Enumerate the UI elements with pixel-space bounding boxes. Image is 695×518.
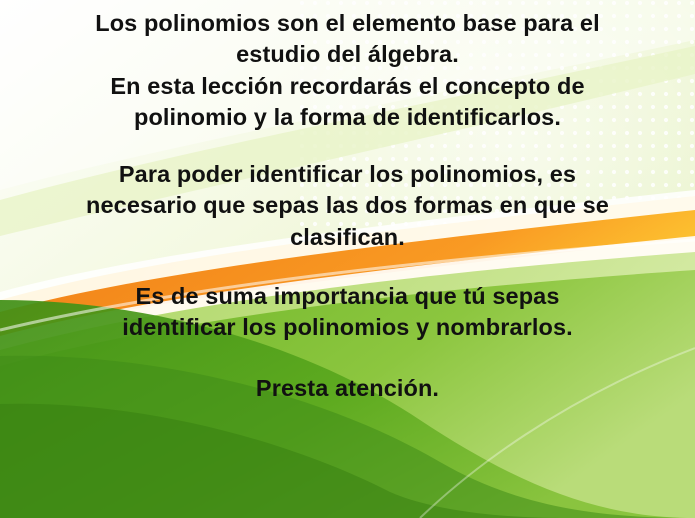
paragraph-cierre (34, 373, 661, 404)
text-line: polinomio y la forma de identificarlos. (134, 103, 561, 130)
text-line: Los polinomios son el elemento base para el (95, 10, 600, 36)
paragraph-importancia (34, 281, 661, 344)
text-line: Es de suma importancia que tú sepas (135, 282, 560, 309)
paragraph-clasificacion (34, 159, 661, 253)
text-line: estudio del álgebra. (236, 41, 459, 68)
text-line: identificar los polinomios y nombrarlos. (122, 314, 573, 340)
text-line: Para poder identificar los polinomios, es (118, 161, 577, 187)
text-line: necesario que sepas las dos formas en que se (86, 192, 609, 219)
text-line: En esta lección recordarás el concepto de (110, 72, 585, 99)
text-line: Presta atención. (255, 375, 440, 402)
text-line: clasifican. (290, 223, 405, 250)
paragraph-intro (34, 8, 661, 133)
